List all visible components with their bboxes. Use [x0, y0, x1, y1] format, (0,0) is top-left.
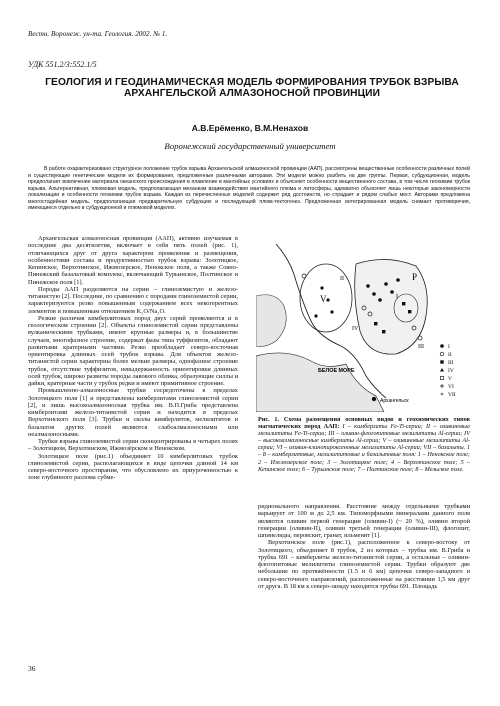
region-label: IV — [352, 326, 359, 332]
legend-symbol — [441, 393, 444, 396]
paragraph: Золотицкое поле (рис.1) объединяет 10 кимберлитовых трубок глиноземистой серии, располагающихся в виде цепочки длиной 14 км северо-восточного простирания, что обусловлено их приуроченностью к зоне глубинного разлома субме- — [28, 452, 238, 482]
legend-label: III — [448, 360, 454, 366]
region-label: I — [396, 294, 398, 300]
region-label: III — [418, 344, 424, 350]
left-column — [28, 235, 238, 482]
affiliation: Воронежский государственный университет — [164, 141, 336, 151]
paragraph: Верхотинское поле (рис.1), расположенное к северо-востоку от Золотицкого, объединяет 8 трубок, 2 из которых – трубка им. В.Гриба и трубка 691 – кимберлиты железо-титанистой серии, а остальные – оливин-флогопитовые мелилититы глиноземистой серии. Трубки образуют две небольшие по протяжённости (1.5 и 6 км) цепочки северо-западного и северо-восточного направлений, расположенные на расстоянии 1,5 км друг от друга. В 18 км к северо-западу находится трубка 691. Площадь — [258, 539, 470, 590]
paragraph: Породы ААП разделяются на серии – глиноземистую и железо-титанистую [2]. Последние, по сравнению с породами глиноземистой серии, характеризуются резко повышенным содержанием всех некогерентных элементов и повышенным отношением K₂O/Na₂O. — [28, 285, 238, 315]
legend-label: I — [448, 344, 450, 350]
paragraph: Трубки взрыва глиноземистой серии сконцентрированы в четырех полях – Золотицком, Верхотинском, Ижмозёрском и Ненокском. — [28, 438, 238, 453]
page-number: 36 — [28, 664, 36, 673]
paragraph: Промышленно-алмазоносные трубки сосредоточены в пределах Золотицкого поля [1] и представлены кимберлитами глиноземистой серии [2], и лишь высокоалмазоносная трубка им. В.П.Гриба представлена кимберлитами железо-титанистой серии и находится в пределах Верхотинского поля [3]. Трубки и силлы кимберлитов, мелилититов и базальтов других полей являются слабоалмазоносными или неалмазоносными. — [28, 387, 238, 438]
paragraph: Архангельская алмазоносная провинция (ААП), активно изучаемая в последние два десятилетия, включает в себя пять полей (рис. 1), отличающихся друг от друга характером проявления и размещения, особенностями состава и продуктивностью трубок взрыва: Золотицкое, Кепинское, Верхотинское, Ижмозерское, Ненокское поля, а также Сояно-Пинежский базальтовый комплекс, включающий Турьинское, Полтинское и Пинежское поля [1]. — [28, 235, 238, 286]
legend-symbol — [440, 360, 443, 363]
sea-label: БЕЛОЕ МОРЕ — [318, 368, 355, 374]
city-marker — [372, 397, 376, 401]
region-label: II — [340, 276, 344, 282]
paper-title: ГЕОЛОГИЯ И ГЕОДИНАМИЧЕСКАЯ МОДЕЛЬ ФОРМИРОВАНИЯ ТРУБОК ВЗРЫВА АРХАНГЕЛЬСКОЙ АЛМАЗОНОСНОЙ ПРОВИНЦИИ — [45, 77, 459, 100]
caption-body: I – кимберлиты Fe-Ti-серии; II – оливиновые мелилититы Fe-Ti-серии; III – оливин-флогопитовые мелилититы Al-серии; IV – высокоалмазоносные кимберлиты Al-серии; V – оливиновые мелилититы Al-серии; VI – оливин-клинопироксеновые мелилититы Al-серии; VII – базальты. 1 – 8 – кимберлитовые, мелилититовые и базальтовые поля: 1 – Ненокское поле; 2 – Ижмозерское поле; 3 – Золотицкое поле; 4 – Верхотинское поле; 5 – Кепинское поле; 6 – Турьинское поле; 7 – Полтинское поле; 8 – Мельское поле. — [258, 423, 470, 473]
paragraph: ридионального направления. Расстояние между отдельными трубками варьирует от 100 м до 2,5 км. Типоморфными минералами данного поля являются оливин первой генерации (оливин-I) (~ 20 %), оливин второй генерации (оливин-II), оливин третьей генерации (оливин-III), флогопит, шпинелиды, перовскит, гранат, ильменит [1]. — [258, 503, 470, 539]
right-column — [258, 503, 470, 590]
figure-caption — [258, 416, 470, 473]
legend-label: V — [448, 376, 452, 382]
region-label: P — [412, 272, 418, 282]
journal-header: Вестн. Воронеж. ун-та. Геология. 2002. № 1. — [28, 30, 168, 38]
legend-label: IV — [448, 368, 454, 374]
authors: А.В.Ерёменко, В.М.Ненахов — [191, 123, 309, 133]
legend-label: II — [448, 352, 452, 358]
legend-symbol — [440, 344, 444, 348]
region-label: V — [320, 294, 327, 304]
abstract: В работе охарактеризовано структурное положение трубок взрыва Архангельской алмазоносной провинции (ААП), рассмотрены вещественные особенности различных полей и существующие генетические модели их формирования, предложенные различными авторами. Эти модели можно разбить на две группы. Первая, субдукционная, модель предполагает вовлечение материала океанского происхождения в плавление в мантийных условиях и объясняет особенности вещественного состава, в том числе геохимии трубок взрыва. Альтернативная, плюмовая модель, предполагающая механизм взаимодействия мантийного плюма и литосферы, адекватно объясняет лишь некоторые закономерности локализации и особенности геохимии трубок взрыва. Каждая из перечисленных моделей содержит ряд достоинств, но страдает и рядом слабых мест. Авторами предложена многостадийная модель, предполагающая предварительную субдукцию и последующий плюм-тектогенез. Предложенная интегрированная модель снимает противоречия, имеющиеся отдельно в субдукционной и плюмовой моделях. — [28, 166, 470, 211]
paragraph: Резкие различия кимберлитовых пород двух серий проявляются и в геологическом строении [2]. Объекты глиноземистой серии представлены вулканическими трубками, имеют крупные размеры и, в большинстве случаев, многофазное строение, содержат фазы типа туффизитов, обладают развитыми кратерными частями. Резко преобладает северо-восточная ориентировка длинных осей трубок взрыва. Для объектов железо-титанистой серии характерны более мелкие размеры, однофазное строение трубок, отсутствие туффизитов, невыдержанность ориентировки длинных осей трубок, широко развиты породы лавового облика, образующие силлы и дайки, кратерные части у трубок редки и имеют примитивное строение. — [28, 314, 238, 387]
udk-code: УДК 551.2/3:552.1/5 — [28, 60, 97, 69]
legend-label: VI — [448, 384, 454, 390]
caption-heading: Рис. 1. Схема размещения основных видов и геохимических типов магматических пород ААП: — [258, 416, 470, 431]
figure-map — [256, 236, 472, 412]
legend-label: VII — [448, 392, 456, 398]
city-label: Архангельск — [380, 398, 409, 404]
